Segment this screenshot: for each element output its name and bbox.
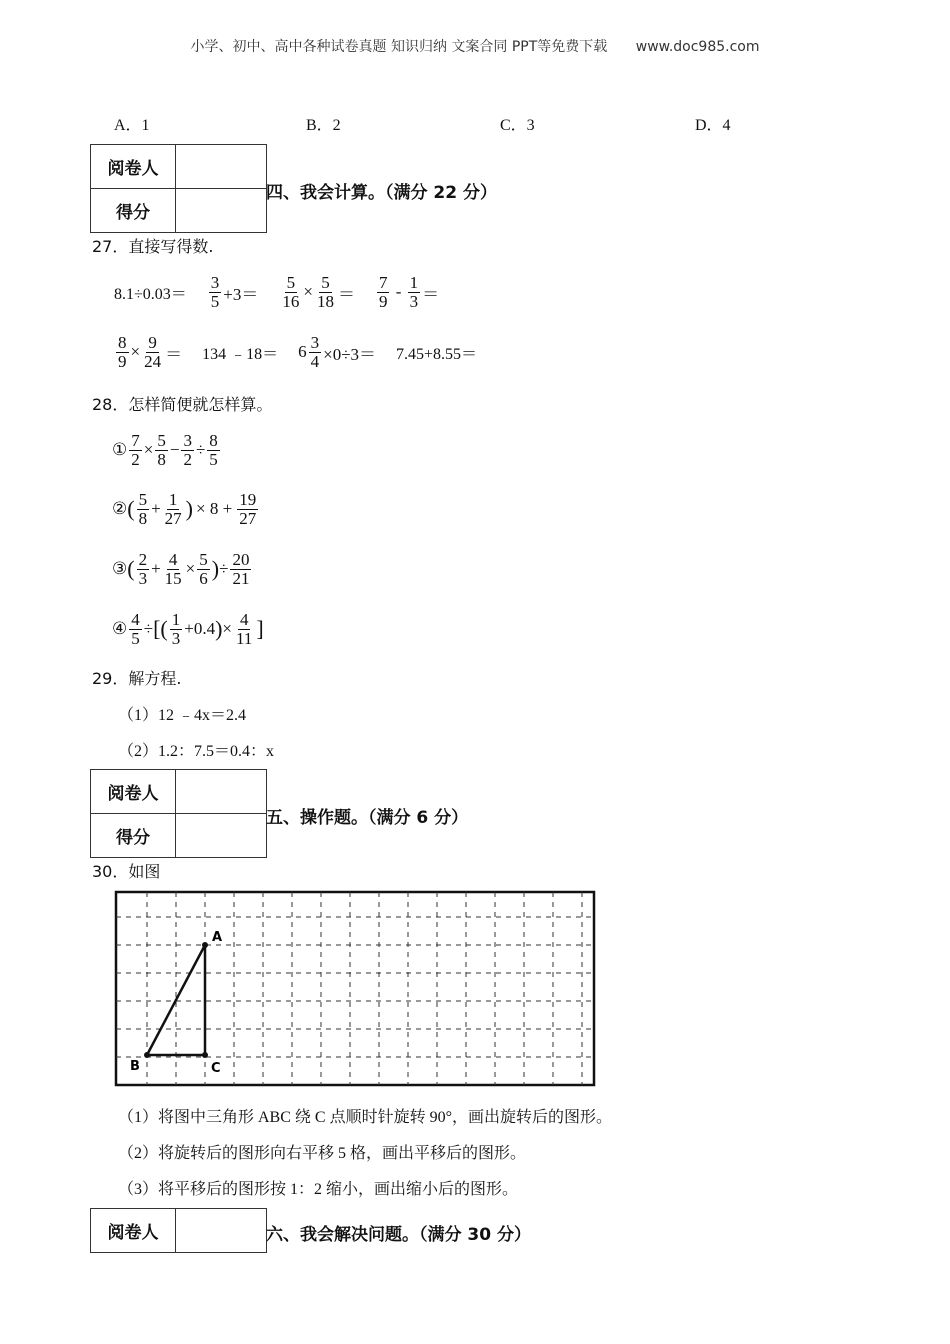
grid-figure — [114, 890, 596, 1088]
reviewer-blank — [176, 1209, 267, 1253]
section-6-title: 六、我会解决问题。（满分 30 分） — [266, 1225, 531, 1245]
page-header — [0, 36, 950, 56]
point-c — [202, 1052, 208, 1058]
q28-title: 28．怎样简便就怎样算。 — [92, 395, 273, 414]
q27-row2 — [114, 328, 477, 376]
q27-r1-d-frac1: $\frac{7}{9}$ — [378, 272, 388, 311]
q27-r2-a-frac2: $\frac{9}{24}$ — [144, 332, 162, 371]
q30-item-3: （3）将平移后的图形按 1：2 缩小，画出缩小后的图形。 — [118, 1181, 519, 1198]
q30-title: 30．如图 — [92, 862, 161, 881]
q27-r1-a: 8.1÷0.03＝ — [114, 285, 187, 303]
q27-r1-b-frac: $\frac{3}{5}$ — [210, 272, 220, 311]
reviewer-label: 阅卷人 — [91, 1209, 176, 1253]
q29-title: 29．解方程. — [92, 669, 182, 688]
q27-r1-c-tail: ＝ — [337, 284, 355, 304]
score-box-1 — [90, 144, 267, 233]
option-c: C．3 — [500, 117, 535, 134]
q27-r2-c-whole: 6 — [298, 342, 307, 361]
q27-r1-c-frac2: $\frac{5}{18}$ — [316, 272, 334, 311]
q29-item-2: （2）1.2：7.5＝0.4：x — [118, 743, 275, 760]
score-blank — [176, 189, 267, 233]
option-a: A．1 — [114, 117, 150, 134]
q27-r1-d-frac2: $\frac{1}{3}$ — [409, 272, 419, 311]
label-a: A — [212, 930, 223, 945]
reviewer-blank — [176, 145, 267, 189]
q27-r2-c-frac: $\frac{3}{4}$ — [310, 332, 320, 371]
point-b — [144, 1052, 150, 1058]
score-label: 得分 — [91, 814, 176, 858]
section-5-title: 五、操作题。（满分 6 分） — [266, 808, 469, 828]
score-box-3 — [90, 1208, 267, 1253]
q30-item-2: （2）将旋转后的图形向右平移 5 格，画出平移后的图形。 — [118, 1145, 527, 1162]
point-a — [202, 942, 208, 948]
reviewer-blank — [176, 770, 267, 814]
reviewer-label: 阅卷人 — [91, 145, 176, 189]
q27-r2-c-tail: ×0÷3＝ — [323, 344, 377, 364]
q27-r2-b: 134 ﹣18＝ — [202, 345, 279, 363]
q27-r2-a-frac1: $\frac{8}{9}$ — [118, 332, 127, 371]
section-4-title: 四、我会计算。（满分 22 分） — [266, 183, 497, 203]
q27-row1 — [114, 268, 439, 316]
q28-expr-3: ③ ( $\frac{2}{3}$ + $\frac{4}{15}$ × $\frac{5}{6}$ ) ÷ $\frac{20}{21}$ — [112, 549, 250, 588]
q28-expr-1: ① $\frac{7}{2}$ × $\frac{5}{8}$ − $\frac{3}{2}$ ÷ $\frac{8}{5}$ — [112, 430, 218, 469]
q27-title: 27．直接写得数. — [92, 237, 214, 256]
score-label: 得分 — [91, 189, 176, 233]
score-blank — [176, 814, 267, 858]
header-site: www.doc985.com — [635, 39, 760, 55]
q27-r1-d-tail: ＝ — [422, 284, 440, 304]
q28-expr-4: ④ $\frac{4}{5}$ ÷ [ ( $\frac{1}{3}$ +0.4 ) × $\frac{4}{11}$ ] — [112, 609, 264, 648]
q27-r1-c-frac1: $\frac{5}{16}$ — [282, 272, 300, 311]
q28-expr-2: ② ( $\frac{5}{8}$ + $\frac{1}{27}$ ) × 8 + $\frac{19}{27}$ — [112, 489, 257, 528]
header-title: 小学、初中、高中各种试卷真题 知识归纳 文案合同 PPT等免费下载 — [190, 39, 608, 55]
option-d: D．4 — [695, 117, 731, 134]
q27-r1-c-op: × — [303, 282, 313, 301]
q30-item-1: （1）将图中三角形 ABC 绕 C 点顺时针旋转 90°，画出旋转后的图形。 — [118, 1109, 612, 1126]
score-box-2 — [90, 769, 267, 858]
q27-r2-d: 7.45+8.55＝ — [396, 345, 478, 363]
reviewer-label: 阅卷人 — [91, 770, 176, 814]
q27-r1-b-tail: +3＝ — [223, 284, 259, 304]
q27-r2-a-tail: ＝ — [165, 344, 183, 364]
q27-r1-d-op: - — [391, 282, 406, 301]
option-b: B．2 — [306, 117, 341, 134]
label-b: B — [130, 1059, 140, 1074]
q27-r2-a-op: × — [130, 342, 141, 361]
q29-item-1: （1）12 ﹣4x＝2.4 — [118, 707, 247, 724]
label-c: C — [211, 1061, 221, 1076]
